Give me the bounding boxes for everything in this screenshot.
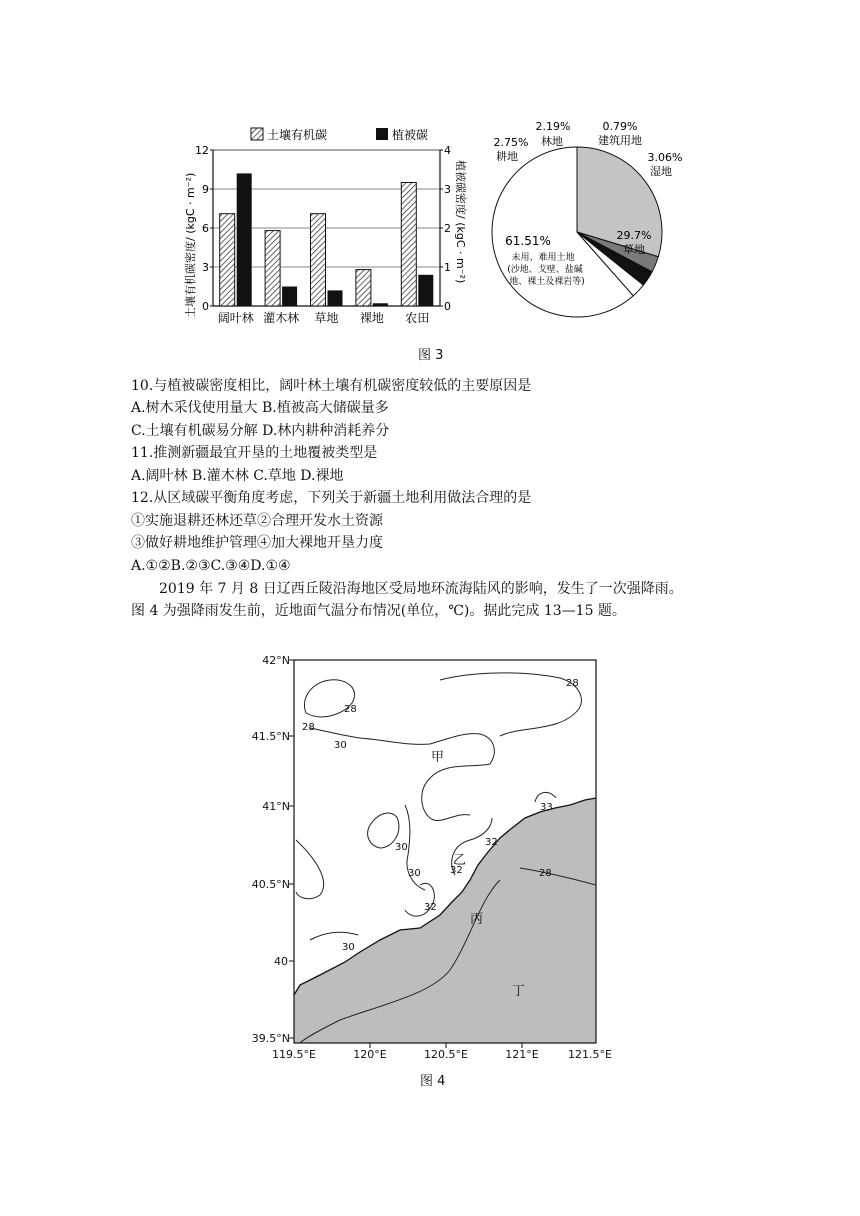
figure-3-caption: 图 3 <box>418 348 444 363</box>
pie-unused-label-1: 未用、难用土地 <box>511 253 575 263</box>
lat-40-5: 40.5°N <box>251 878 290 891</box>
bar-ylabel-right: 植被碳密度/ (kgC · m⁻²) <box>454 160 467 284</box>
bar-veg-4 <box>418 275 433 306</box>
pie-built-label: 建筑用地 <box>598 134 642 147</box>
right-tick-label: 0 <box>444 300 451 313</box>
place-jia: 甲 <box>431 750 445 765</box>
right-tick-label: 4 <box>444 144 451 157</box>
contour-label-30-loop: 30 <box>395 842 408 853</box>
bar-soil-4 <box>401 183 416 307</box>
legend-veg-swatch <box>376 128 388 140</box>
contour-label-28-ne: 28 <box>566 678 579 689</box>
bar-chart-bars <box>220 173 434 306</box>
isotherm-33 <box>535 792 556 802</box>
lon-121: 121°E <box>505 1048 539 1061</box>
place-bing: 丙 <box>470 912 484 927</box>
latitude-axis <box>252 654 294 1045</box>
pie-grass-label: 草地 <box>623 243 645 256</box>
lat-41: 41°N <box>262 800 290 813</box>
bar-veg-0 <box>237 173 252 306</box>
pie-wetland-label: 湿地 <box>650 165 672 178</box>
question-10-options-ab: A.树木采伐使用量大 B.植被高大储碳量多 <box>131 400 389 416</box>
pie-forest-pct: 2.19% <box>535 120 571 133</box>
pie-unused-pct: 61.51% <box>505 234 551 248</box>
pie-wetland-pct: 3.06% <box>647 151 683 164</box>
longitude-axis <box>272 1043 612 1061</box>
category-label: 农田 <box>405 311 430 325</box>
contour-label-32-e: 32 <box>485 837 498 848</box>
category-label: 裸地 <box>359 311 384 325</box>
isotherm-28-west <box>296 840 324 899</box>
lon-121-5: 121.5°E <box>568 1048 612 1061</box>
lon-120-5: 120.5°E <box>424 1048 468 1061</box>
right-tick-label: 3 <box>444 183 451 196</box>
contour-label-32-mid: 32 <box>450 865 463 876</box>
left-tick-label: 9 <box>202 183 209 196</box>
question-12-options: A.①②B.②③C.③④D.①④ <box>131 558 291 574</box>
bar-legend <box>251 127 428 142</box>
question-11: 11.推测新疆最宜开垦的土地覆被类型是 <box>131 445 378 461</box>
pie-built-pct: 0.79% <box>602 120 638 133</box>
contour-label-33: 33 <box>540 802 553 813</box>
question-12: 12.从区域碳平衡角度考虑，下列关于新疆土地利用做法合理的是 <box>131 490 532 506</box>
bar-chart-right-ticks <box>440 144 451 313</box>
question-12-items-1: ①实施退耕还林还草②合理开发水土资源 <box>131 513 383 529</box>
left-tick-label: 12 <box>195 144 209 157</box>
category-label: 阔叶林 <box>217 311 254 325</box>
place-yi: 乙 <box>453 853 467 868</box>
figure-4-caption: 图 4 <box>420 1074 446 1089</box>
bar-veg-2 <box>328 290 343 306</box>
bar-soil-3 <box>356 270 371 306</box>
pie-forest-label: 林地 <box>541 135 563 148</box>
passage-line-2: 图 4 为强降雨发生前，近地面气温分布情况(单位，℃)。据此完成 13—15 题。 <box>131 603 626 619</box>
left-tick-label: 0 <box>202 300 209 313</box>
isotherm-28-ne <box>440 673 581 736</box>
bar-veg-3 <box>373 303 388 306</box>
isotherm-30-south <box>310 932 358 940</box>
pie-unused-label-2: (沙地、戈壁、盐碱 <box>507 265 583 275</box>
figure-4-map <box>0 640 860 1100</box>
question-12-items-2: ③做好耕地维护管理④加大裸地开垦力度 <box>131 535 383 551</box>
figure-3 <box>0 0 860 340</box>
lat-39-5: 39.5°N <box>251 1032 290 1045</box>
bar-soil-2 <box>311 214 326 306</box>
bar-veg-1 <box>282 287 297 307</box>
contour-label-28-w: 28 <box>302 722 315 733</box>
pie-farmland-label: 耕地 <box>496 150 518 163</box>
pie-grass-pct: 29.7% <box>616 229 652 242</box>
lat-42: 42°N <box>262 654 290 667</box>
legend-soil-label: 土壤有机碳 <box>267 128 328 142</box>
legend-veg-label: 植被碳 <box>392 128 429 142</box>
bar-soil-0 <box>220 214 235 306</box>
sea-area <box>294 798 596 1043</box>
bar-soil-1 <box>265 231 280 306</box>
left-tick-label: 3 <box>202 261 209 274</box>
lat-41-5: 41.5°N <box>251 730 290 743</box>
bar-chart-categories <box>218 310 430 325</box>
right-tick-label: 2 <box>444 222 451 235</box>
bar-ylabel-left: 土壤有机碳密度/ (kgC · m⁻²) <box>184 172 197 318</box>
question-10-options-cd: C.土壤有机碳易分解 D.林内耕种消耗养分 <box>131 423 390 439</box>
lon-119-5: 119.5°E <box>272 1048 316 1061</box>
lon-120: 120°E <box>353 1048 387 1061</box>
category-label: 草地 <box>314 311 339 325</box>
contour-label-28-nw: 28 <box>344 704 357 715</box>
bar-chart-left-ticks <box>195 144 213 313</box>
contour-label-30-n: 30 <box>334 740 347 751</box>
pie-unused-label-3: 地、裸土及裸岩等) <box>509 277 585 287</box>
question-11-options: A.阔叶林 B.灌木林 C.草地 D.裸地 <box>131 468 344 484</box>
place-ding: 丁 <box>512 984 526 999</box>
lat-40: 40 <box>274 955 288 968</box>
category-label: 灌木林 <box>263 311 300 325</box>
contour-label-30-s: 30 <box>342 942 355 953</box>
right-tick-label: 1 <box>444 261 451 274</box>
contour-label-30-inner: 30 <box>408 868 421 879</box>
pie-farmland-pct: 2.75% <box>493 136 529 149</box>
passage-line-1: 2019 年 7 月 8 日辽西丘陵沿海地区受局地环流海陆风的影响，发生了一次强降雨。 <box>159 581 683 597</box>
question-10: 10.与植被碳密度相比，阔叶林土壤有机碳密度较低的主要原因是 <box>131 378 532 394</box>
left-tick-label: 6 <box>202 222 209 235</box>
legend-soil-swatch <box>251 128 263 140</box>
contour-label-28-sea: 28 <box>539 868 552 879</box>
contour-label-32-w: 32 <box>424 902 437 913</box>
